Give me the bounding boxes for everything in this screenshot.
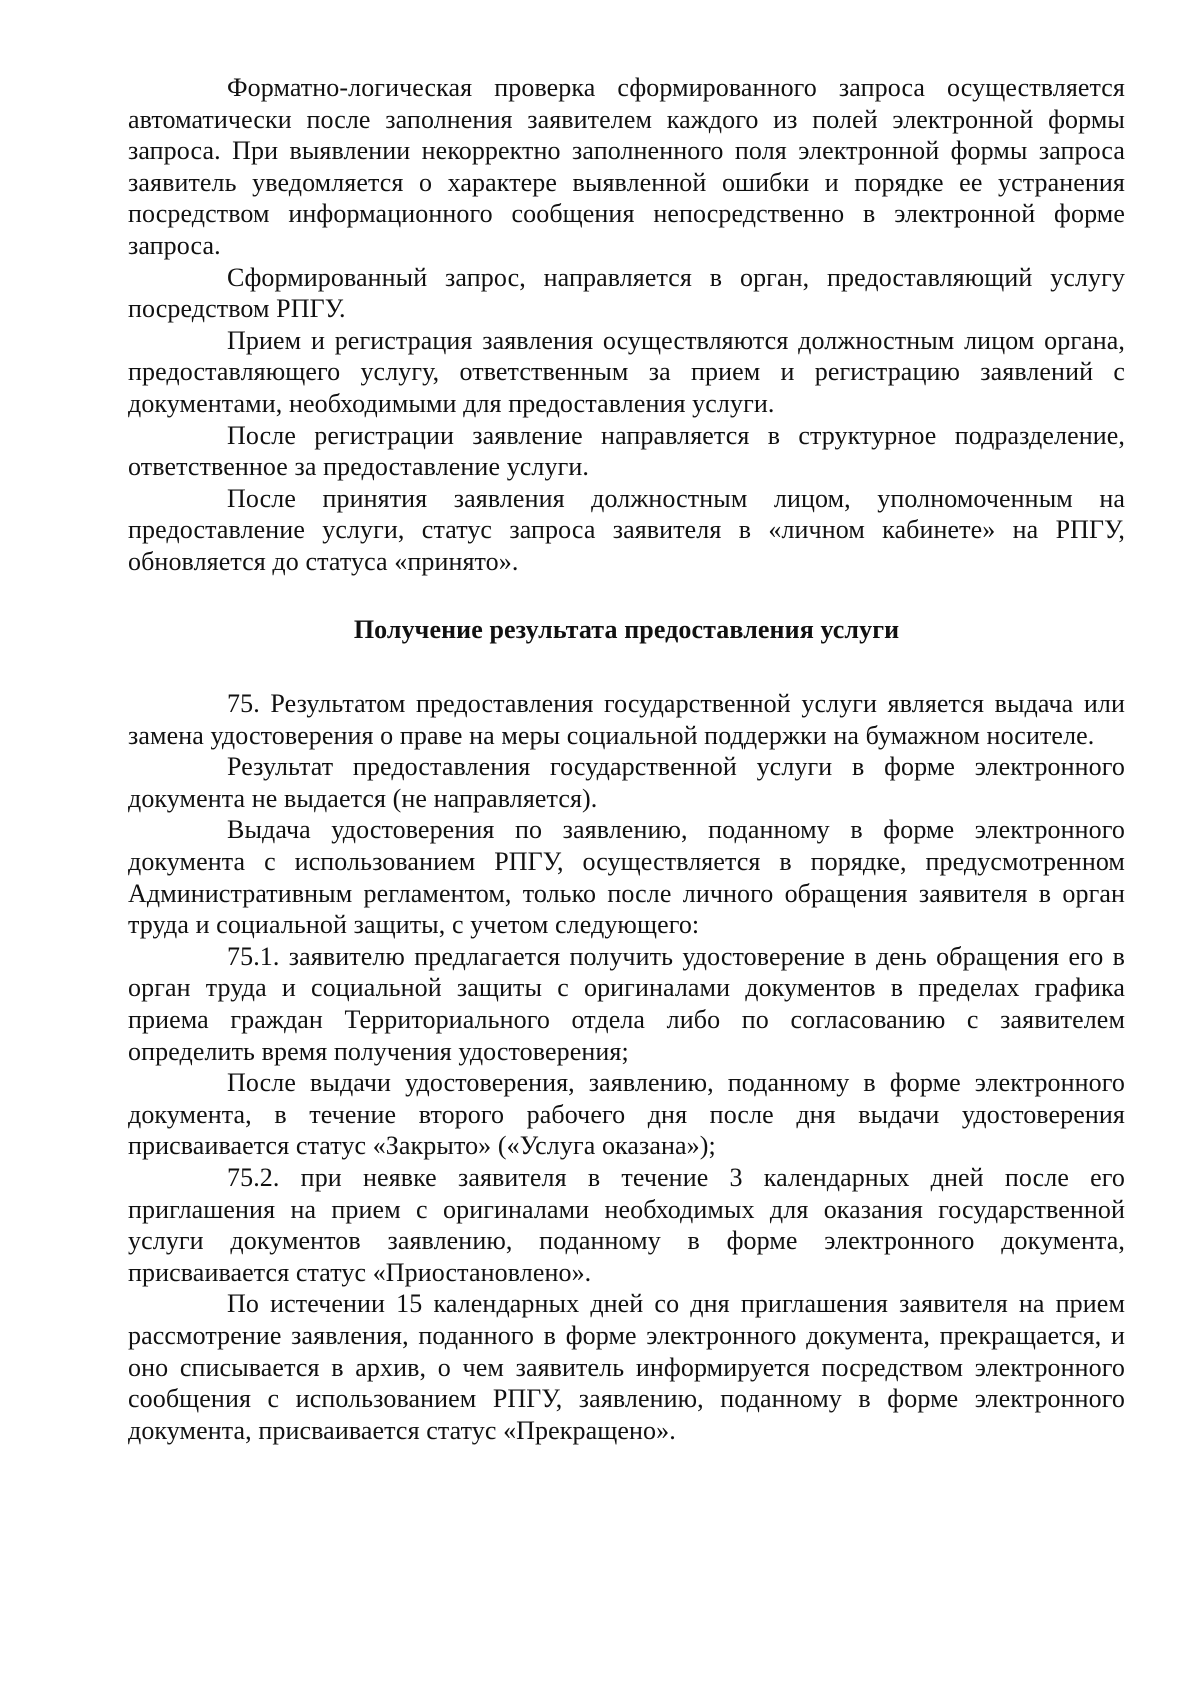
paragraph-registration: Прием и регистрация заявления осуществляются должностным лицом органа, предоставляющего услугу, ответственным за прием и регистрацию заявлений с документами, необходимыми для предоставления услуги. [128, 325, 1125, 418]
paragraph-result-not-issued: Результат предоставления государственной услуги в форме электронного документа не выдается (не направляется). [128, 752, 1125, 813]
paragraph-status-terminated: По истечении 15 календарных дней со дня приглашения заявителя на прием рассмотрение заявления, поданного в форме электронного документа, прекращается, и оно списывается в архив, о чем заявитель информируется посредством электронного сообщения с использованием РПГУ, заявлению, поданному в форме электронного документа, присваивается статус «Прекращено». [128, 1289, 1125, 1445]
paragraph-status-closed: После выдачи удостоверения, заявлению, поданному в форме электронного документа, в течение второго рабочего дня после дня выдачи удостоверения присваивается статус «Закрыто» («Услуга оказана»); [128, 1068, 1125, 1161]
paragraph-status-accepted: После принятия заявления должностным лицом, уполномоченным на предоставление услуги, статус запроса заявителя в «личном кабинете» на РПГУ, обновляется до статуса «принято». [128, 483, 1125, 576]
paragraph-item-75-2: 75.2. при неявке заявителя в течение 3 календарных дней после его приглашения на прием с оригиналами необходимых для оказания государственной услуги документов заявлению, поданному в форме электронного документа, присваивается статус «Приостановлено». [128, 1163, 1125, 1287]
section-heading: Получение результата предоставления услуги [353, 614, 900, 644]
document-page [128, 72, 1125, 1446]
paragraph-format-check: Форматно-логическая проверка сформированного запроса осуществляется автоматически после заполнения заявителем каждого из полей электронной формы запроса. При выявлении некорректно заполненного поля электронной формы запроса заявитель уведомляется о характере выявленной ошибки и порядке ее устранения посредством информационного сообщения непосредственно в электронной форме запроса. [128, 73, 1125, 260]
paragraph-item-75: 75. Результатом предоставления государственной услуги является выдача или замена удостоверения о праве на меры социальной поддержки на бумажном носителе. [128, 689, 1125, 750]
paragraph-item-75-1: 75.1. заявителю предлагается получить удостоверение в день обращения его в орган труда и социальной защиты с оригиналами документов в пределах графика приема граждан Территориального отдела либо по согласованию с заявителем определить время получения удостоверения; [128, 941, 1125, 1066]
paragraph-after-registration: После регистрации заявление направляется в структурное подразделение, ответственное за предоставление услуги. [128, 420, 1125, 482]
paragraph-issuance: Выдача удостоверения по заявлению, поданному в форме электронного документа с использованием РПГУ, осуществляется в порядке, предусмотренном Административным регламентом, только после личного обращения заявителя в орган труда и социальной защиты, с учетом следующего: [128, 815, 1125, 940]
paragraph-request-sent: Сформированный запрос, направляется в орган, предоставляющий услугу посредством РПГУ. [128, 262, 1125, 324]
